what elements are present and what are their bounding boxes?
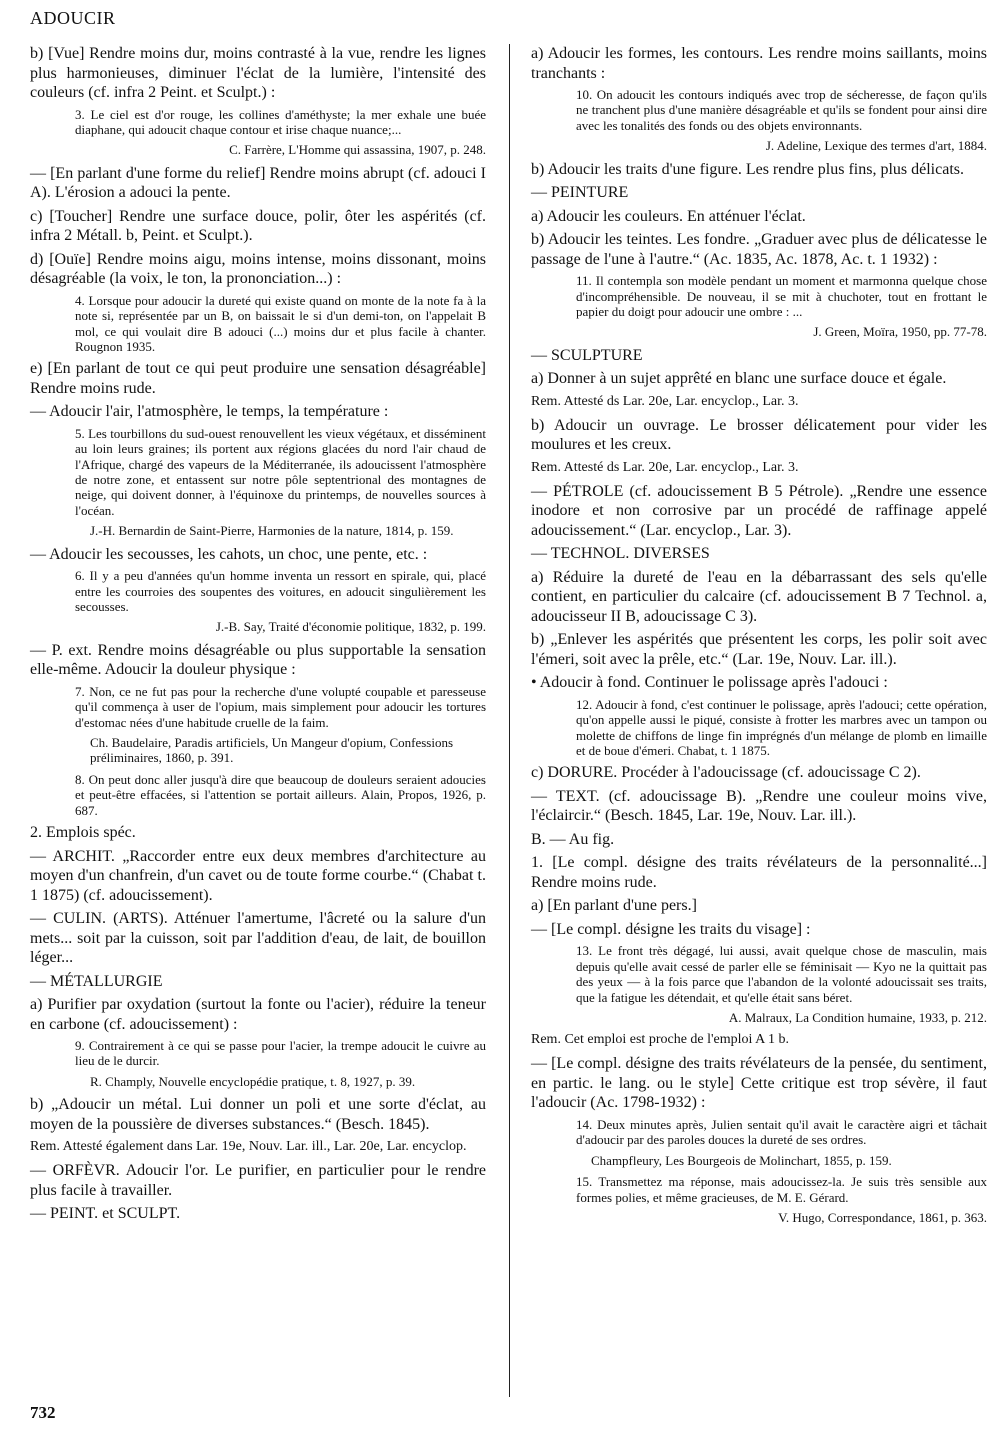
entry-paragraph: — TECHNOL. DIVERSES — [531, 545, 710, 563]
entry-paragraph: b) [Vue] Rendre moins dur, moins contrasté à la vue, rendre les lignes plus harmonieuses, diminuer l'éclat de la lumière, l'intensité des couleurs (cf. infra 2 Peint. et Sculpt.) : — [30, 45, 486, 101]
entry-paragraph: — ORFÈVR. Adoucir l'or. Le purifier, en particulier pour le rendre plus facile à travailler. — [30, 1162, 486, 1199]
example-quote: 11. Il contempla son modèle pendant un moment et marmonna quelque chose d'incompréhensible. De nouveau, il se mit à chuchoter, tout en frottant le papier du doigt pour adoucir une ombre : ... — [576, 273, 987, 319]
example-quote: 15. Transmettez ma réponse, mais adoucissez-la. Je suis très sensible aux formes polies, et même gracieuses, de M. E. Gérard. — [576, 1174, 987, 1205]
citation-source: Champfleury, Les Bourgeois de Molinchart, 1855, p. 159. — [591, 1152, 892, 1168]
entry-paragraph: a) Donner à un sujet apprêté en blanc une surface douce et égale. — [531, 370, 947, 388]
citation-source: A. Malraux, La Condition humaine, 1933, p. 212. — [728, 1010, 987, 1025]
entry-paragraph: — [Le compl. désigne des traits révélateurs de la pensée, du sentiment, en partic. le lang. ou le style] Cette critique est trop sévère, il faut l'adoucir (Ac. 1798-1932) : — [531, 1055, 987, 1112]
example-quote: 7. Non, ce ne fut pas pour la recherche d'une volupté coupable et paresseuse qu'il commença à user de l'opium, mais simplement pour adoucir les tortures d'estomac nées d'une habitude cruelle de la faim. — [75, 683, 486, 730]
example-quote: 13. Le front très dégagé, lui aussi, avait quelque chose de masculin, mais depuis qu'elle avait cessé de parler elle se féminisait — Kyo ne la quittait pas des yeux — à la fois parce que l'abandon de la volonté adoucissait ses traits, que la fatigue les détendait, et qu'elle était sans béret. — [576, 943, 987, 1005]
example-quote: 5. Les tourbillons du sud-ouest renouvellent les vieux végétaux, et disséminent au loin leurs graines; ils portent aux régions glacées du nord l'air chaud de l'Afrique, chargé des vapeurs de la Méditerranée, ils adoucissent l'atmosphère de notre zone, et entassent sur notre pôle septentrional des montagnes de neige, qui doivent donner, à l'équinoxe du printemps, de nouvelles sources à l'océan. — [75, 425, 486, 518]
entry-paragraph: b) Adoucir les teintes. Les fondre. „Graduer avec plus de délicatesse le passage de l'une à l'autre.“ (Ac. 1835, Ac. 1878, Ac. t. 1 1932) : — [531, 231, 987, 268]
example-quote: 3. Le ciel est d'or rouge, les collines d'améthyste; la mer exhale une buée diaphane, qui adoucit chaque contour et irise chaque nuance;... — [75, 106, 486, 137]
entry-paragraph: c) DORURE. Procéder à l'adoucissage (cf. adoucissage C 2). — [531, 764, 921, 782]
entry-paragraph: — SCULPTURE — [531, 346, 643, 364]
remark: Rem. Attesté ds Lar. 20e, Lar. encyclop., Lar. 3. — [531, 393, 799, 409]
entry-paragraph: — MÉTALLURGIE — [30, 972, 163, 990]
entry-paragraph: a) Réduire la dureté de l'eau en la débarrassant des sels qu'elle contient, en particulier du calcaire (cf. adoucissement B 7 Technol. a, adoucisseur II B, adoucissage C 3). — [531, 568, 987, 625]
entry-paragraph: — ARCHIT. „Raccorder entre eux deux membres d'architecture au moyen d'un chanfrein, d'un cavet ou de toute forme courbe.“ (Chabat t. 1 1875) (cf. adoucissement). — [30, 847, 486, 904]
entry-paragraph: — [En parlant d'une forme du relief] Rendre moins abrupt (cf. adouci I A). L'érosion a adouci la pente. — [30, 164, 486, 202]
entry-paragraph: — PÉTROLE (cf. adoucissement B 5 Pétrole). „Rendre une essence inodore et non corrosive par un procédé de raffinage appelé adoucissement.“ (Lar. encyclop., Lar. 3). — [531, 482, 987, 539]
citation-source: J.-H. Bernardin de Saint-Pierre, Harmonies de la nature, 1814, p. 159. — [90, 523, 454, 539]
remark: Rem. Attesté ds Lar. 20e, Lar. encyclop., Lar. 3. — [531, 459, 799, 475]
citation-source: C. Farrère, L'Homme qui assassina, 1907, p. 248. — [229, 142, 486, 158]
entry-paragraph: d) [Ouïe] Rendre moins aigu, moins intense, moins dissonant, moins désagréable (la voix, le ton, la prononciation...) : — [30, 250, 486, 288]
entry-paragraph: b) Adoucir les traits d'une figure. Les rendre plus fins, plus délicats. — [531, 160, 964, 178]
entry-paragraph: — [Le compl. désigne les traits du visage] : — [531, 920, 811, 938]
entry-paragraph: • Adoucir à fond. Continuer le polissage après l'adouci : — [531, 674, 888, 692]
example-quote: 14. Deux minutes après, Julien sentait qu'il avait le caractère aigri et tâchait d'adoucir par des paroles douces la dureté de ses ordres. — [576, 1116, 987, 1148]
right-column — [531, 44, 987, 1231]
entry-paragraph: — Adoucir les secousses, les cahots, un choc, une pente, etc. : — [30, 545, 428, 563]
citation-source: J. Green, Moïra, 1950, pp. 77-78. — [813, 324, 987, 340]
entry-paragraph: 2. Emplois spéc. — [30, 824, 136, 842]
entry-paragraph: — P. ext. Rendre moins désagréable ou plus supportable la sensation elle-même. Adoucir la douleur physique : — [30, 641, 486, 679]
entry-paragraph: — TEXT. (cf. adoucissage B). „Rendre une couleur moins vive, l'éclaircir.“ (Besch. 1845, Lar. 19e, Nouv. Lar. ill.). — [531, 787, 987, 825]
citation-source: Ch. Baudelaire, Paradis artificiels, Un Mangeur d'opium, Confessions préliminaires, 1860, p. 391. — [90, 735, 454, 766]
entry-paragraph: B. — Au fig. — [531, 830, 615, 848]
entry-paragraph: a) Purifier par oxydation (surtout la fonte ou l'acier), réduire la teneur en carbone (cf. adoucissement) : — [30, 996, 486, 1033]
example-quote: 9. Contrairement à ce qui se passe pour l'acier, la trempe adoucit le cuivre au lieu de le durcir. — [75, 1038, 486, 1069]
entry-paragraph: — CULIN. (ARTS). Atténuer l'amertume, l'âcreté ou la salure d'un mets... soit par la cuisson, soit par l'addition d'eau, de lait, de bouillon léger... — [30, 910, 486, 967]
entry-paragraph: c) [Toucher] Rendre une surface douce, polir, ôter les aspérités (cf. infra 2 Métall. b, Peint. et Sculpt.). — [30, 207, 486, 245]
citation-source: R. Champly, Nouvelle encyclopédie pratique, t. 8, 1927, p. 39. — [90, 1073, 416, 1089]
entry-paragraph: — PEINT. et SCULPT. — [30, 1205, 181, 1223]
entry-paragraph: a) Adoucir les formes, les contours. Les rendre moins saillants, moins tranchants : — [531, 45, 987, 82]
entry-paragraph: b) „Enlever les aspérités que présentent les corps, les polir soit avec l'émeri, soit avec la prêle, etc.“ (Lar. 19e, Nouv. Lar. ill.). — [531, 631, 987, 668]
entry-paragraph: a) Adoucir les couleurs. En atténuer l'éclat. — [531, 207, 806, 225]
left-column — [30, 44, 486, 1228]
example-quote: 12. Adoucir à fond, c'est continuer le polissage, après l'adouci; cette opération, qu'on appelle aussi le piqué, consiste à frotter les marbres avec un tampon ou molette de chiffons de linge fin imprégnés d'un mélange de plomb en limaille et de boue d'émeri. Chabat, t. 1 1875. — [576, 696, 987, 758]
remark: Rem. Cet emploi est proche de l'emploi A 1 b. — [531, 1032, 789, 1048]
entry-paragraph: a) [En parlant d'une pers.] — [531, 897, 697, 915]
entry-paragraph: — Adoucir l'air, l'atmosphère, le temps, la température : — [30, 403, 389, 421]
citation-source: J.-B. Say, Traité d'économie politique, 1832, p. 199. — [215, 619, 486, 635]
example-quote: 10. On adoucit les contours indiqués avec trop de sécheresse, de façon qu'ils ne tranchent plus d'une manière désagréable et qu'ils se fondent pour ainsi dire avec les tonalités des fonds ou des objets environnants. — [576, 87, 987, 133]
citation-source: V. Hugo, Correspondance, 1861, p. 363. — [778, 1209, 987, 1225]
entry-paragraph: b) „Adoucir un métal. Lui donner un poli et une sorte d'éclat, au moyen de la poussière de diverses substances.“ (Besch. 1845). — [30, 1096, 486, 1133]
example-quote: 8. On peut donc aller jusqu'à dire que beaucoup de douleurs seraient adoucies et peut-être effacées, si l'attention se portait ailleurs. Alain, Propos, 1926, p. 687. — [75, 771, 486, 818]
remark: Rem. Attesté également dans Lar. 19e, Nouv. Lar. ill., Lar. 20e, Lar. encyclop. — [30, 1139, 467, 1155]
entry-paragraph: 1. [Le compl. désigne des traits révélateurs de la personnalité...] Rendre moins rude. — [531, 854, 987, 891]
citation-source: J. Adeline, Lexique des termes d'art, 1884. — [765, 138, 987, 154]
entry-paragraph: b) Adoucir un ouvrage. Le brosser délicatement pour vider les moulures et les creux. — [531, 416, 987, 454]
page-number: 732 — [30, 1403, 56, 1422]
example-quote: 6. Il y a peu d'années qu'un homme inventa un ressort en spirale, qui, placé entre les courroies des soupentes des voitures, en adoucit singulièrement les secousses. — [75, 568, 486, 614]
example-quote: 4. Lorsque pour adoucir la dureté qui existe quand on monte de la note fa à la note si, représentée par un B, on baissait le si d'un demi-ton, on l'appelait B mol, ce qui voulait dire B adouci (...) moins dur et plus facile à chanter. Rougnon 1935. — [75, 292, 486, 354]
entry-paragraph: e) [En parlant de tout ce qui peut produire une sensation désagréable] Rendre moins rude. — [30, 360, 486, 397]
column-rule — [509, 44, 510, 1397]
entry-paragraph: — PEINTURE — [531, 184, 629, 202]
running-head: ADOUCIR — [30, 8, 116, 28]
